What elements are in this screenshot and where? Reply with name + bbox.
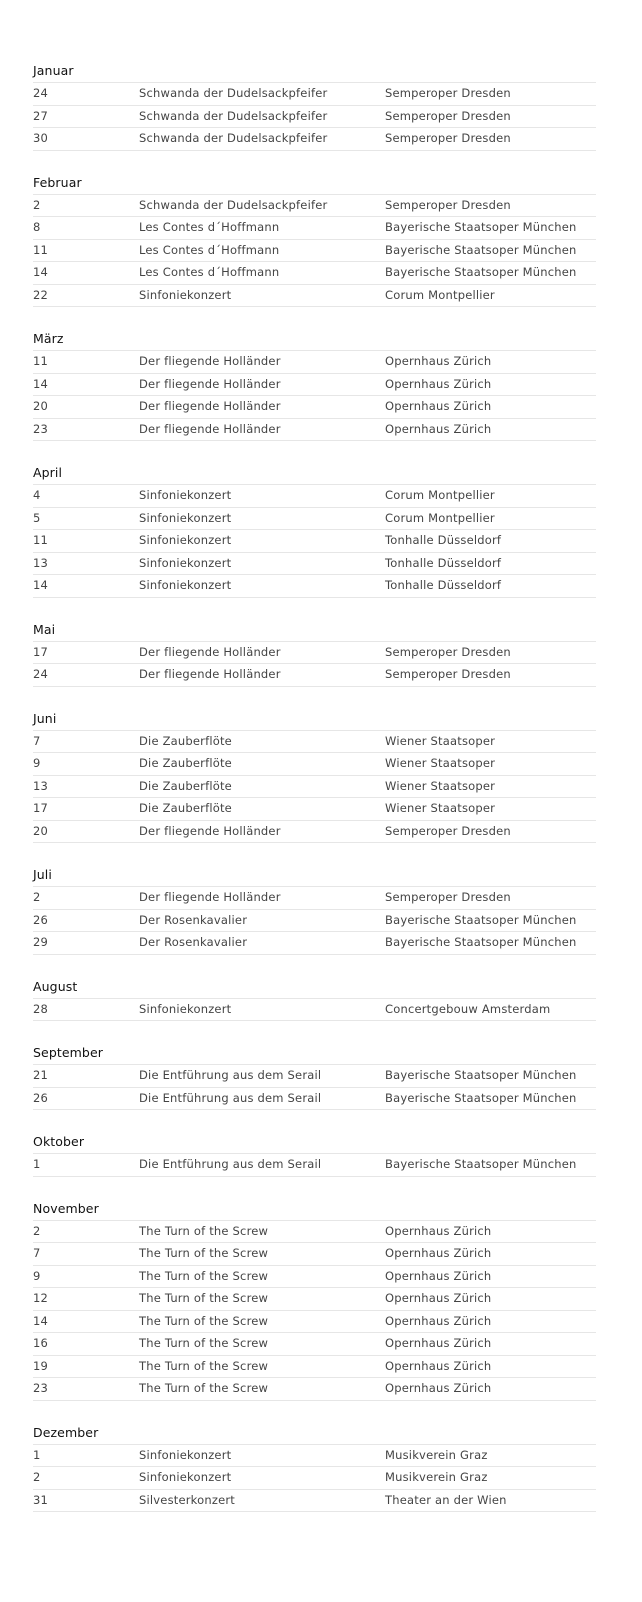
month-section — [33, 1042, 596, 1110]
event-work: Sinfoniekonzert — [139, 510, 232, 525]
month-title: September — [33, 1042, 596, 1065]
event-row — [33, 1065, 596, 1088]
event-day: 24 — [33, 86, 49, 100]
event-work: Die Zauberflöte — [139, 756, 232, 770]
month-section — [33, 462, 596, 598]
month-section — [33, 172, 596, 308]
event-row — [33, 776, 596, 799]
event-venue: Corum Montpellier — [385, 510, 495, 525]
event-row — [33, 351, 596, 374]
event-row — [33, 887, 596, 910]
event-work: Sinfoniekonzert — [139, 1001, 232, 1016]
event-row — [33, 910, 596, 933]
event-day: 17 — [33, 801, 49, 815]
event-day: 1 — [33, 1157, 41, 1171]
event-work: Die Entführung aus dem Serail — [139, 1068, 322, 1082]
event-venue: Semperoper Dresden — [385, 667, 511, 681]
event-row — [33, 932, 596, 955]
event-row — [33, 821, 596, 844]
event-work: Die Entführung aus dem Serail — [139, 1157, 322, 1171]
event-row — [33, 664, 596, 687]
month-section — [33, 60, 596, 151]
event-venue: Semperoper Dresden — [385, 823, 511, 838]
event-venue: Corum Montpellier — [385, 287, 495, 302]
month-section — [33, 864, 596, 955]
event-venue: Tonhalle Düsseldorf — [385, 555, 502, 570]
month-title: Juni — [33, 708, 596, 731]
month-section — [33, 1198, 596, 1401]
event-day: 14 — [33, 1313, 49, 1328]
month-title: Oktober — [33, 1131, 596, 1154]
event-venue: Opernhaus Zürich — [385, 1358, 492, 1373]
month-section — [33, 708, 596, 844]
event-work: Der Rosenkavalier — [139, 912, 248, 927]
event-venue: Opernhaus Zürich — [385, 399, 492, 413]
event-row — [33, 485, 596, 508]
event-venue: Opernhaus Zürich — [385, 1313, 492, 1328]
event-row — [33, 262, 596, 285]
event-venue: Wiener Staatsoper — [385, 801, 496, 815]
event-venue: Tonhalle Düsseldorf — [385, 578, 502, 592]
event-day: 7 — [33, 1246, 41, 1260]
event-row — [33, 798, 596, 821]
event-day: 27 — [33, 108, 49, 123]
event-venue: Wiener Staatsoper — [385, 756, 496, 770]
event-work: Sinfoniekonzert — [139, 533, 232, 547]
event-row — [33, 240, 596, 263]
event-venue: Tonhalle Düsseldorf — [385, 533, 502, 547]
event-day: 20 — [33, 399, 49, 413]
event-work: Der fliegende Holländer — [139, 644, 281, 659]
month-title: Januar — [33, 60, 596, 83]
month-title: Mai — [33, 619, 596, 642]
event-work: Sinfoniekonzert — [139, 488, 232, 502]
event-venue: Bayerische Staatsoper München — [385, 220, 577, 234]
event-work: The Turn of the Screw — [139, 1223, 269, 1238]
event-row — [33, 1333, 596, 1356]
event-venue: Semperoper Dresden — [385, 131, 511, 145]
event-day: 2 — [33, 890, 41, 904]
event-day: 2 — [33, 197, 41, 212]
event-venue: Bayerische Staatsoper München — [385, 1090, 577, 1105]
event-venue: Opernhaus Zürich — [385, 1381, 492, 1395]
month-section — [33, 1422, 596, 1513]
event-day: 28 — [33, 1001, 49, 1016]
event-work: Schwanda der Dudelsackpfeifer — [139, 86, 328, 100]
event-work: Sinfoniekonzert — [139, 287, 232, 302]
event-venue: Semperoper Dresden — [385, 197, 511, 212]
event-day: 14 — [33, 578, 49, 592]
event-work: The Turn of the Screw — [139, 1358, 269, 1373]
event-venue: Opernhaus Zürich — [385, 376, 492, 391]
month-title: November — [33, 1198, 596, 1221]
event-row — [33, 1311, 596, 1334]
event-day: 11 — [33, 354, 49, 368]
schedule-list — [33, 60, 596, 1533]
event-row — [33, 999, 596, 1022]
event-row — [33, 106, 596, 129]
event-row — [33, 642, 596, 665]
event-day: 16 — [33, 1336, 49, 1350]
event-row — [33, 195, 596, 218]
event-day: 14 — [33, 265, 49, 279]
event-venue: Musikverein Graz — [385, 1470, 488, 1484]
event-work: Sinfoniekonzert — [139, 1447, 232, 1462]
month-title: August — [33, 976, 596, 999]
event-work: Sinfoniekonzert — [139, 1470, 232, 1484]
event-venue: Bayerische Staatsoper München — [385, 265, 577, 279]
event-row — [33, 1467, 596, 1490]
month-title: Februar — [33, 172, 596, 195]
event-work: Der Rosenkavalier — [139, 935, 248, 949]
event-row — [33, 396, 596, 419]
event-venue: Bayerische Staatsoper München — [385, 1157, 577, 1171]
event-day: 1 — [33, 1447, 41, 1462]
event-work: Schwanda der Dudelsackpfeifer — [139, 131, 328, 145]
event-day: 17 — [33, 644, 49, 659]
event-day: 8 — [33, 220, 41, 234]
event-venue: Bayerische Staatsoper München — [385, 242, 577, 257]
month-section — [33, 619, 596, 687]
event-venue: Concertgebouw Amsterdam — [385, 1001, 551, 1016]
event-venue: Semperoper Dresden — [385, 108, 511, 123]
event-row — [33, 575, 596, 598]
event-day: 13 — [33, 778, 49, 793]
event-work: Les Contes d´Hoffmann — [139, 265, 280, 279]
event-day: 2 — [33, 1223, 41, 1238]
month-section — [33, 328, 596, 441]
event-row — [33, 285, 596, 308]
event-row — [33, 1088, 596, 1111]
month-title: April — [33, 462, 596, 485]
event-work: Silvesterkonzert — [139, 1492, 235, 1507]
event-venue: Semperoper Dresden — [385, 890, 511, 904]
event-work: Der fliegende Holländer — [139, 399, 281, 413]
event-work: Die Zauberflöte — [139, 733, 232, 748]
event-work: Der fliegende Holländer — [139, 421, 281, 436]
event-venue: Semperoper Dresden — [385, 86, 511, 100]
month-section — [33, 976, 596, 1022]
event-work: Les Contes d´Hoffmann — [139, 242, 280, 257]
event-venue: Opernhaus Zürich — [385, 354, 492, 368]
month-title: Dezember — [33, 1422, 596, 1445]
event-work: Der fliegende Holländer — [139, 823, 281, 838]
event-row — [33, 1154, 596, 1177]
event-day: 2 — [33, 1470, 41, 1484]
event-day: 23 — [33, 1381, 49, 1395]
month-section — [33, 1131, 596, 1177]
event-row — [33, 553, 596, 576]
event-day: 20 — [33, 823, 49, 838]
event-work: The Turn of the Screw — [139, 1291, 269, 1305]
event-venue: Bayerische Staatsoper München — [385, 912, 577, 927]
event-work: Schwanda der Dudelsackpfeifer — [139, 197, 328, 212]
event-day: 21 — [33, 1068, 49, 1082]
event-day: 29 — [33, 935, 49, 949]
event-work: The Turn of the Screw — [139, 1381, 269, 1395]
event-day: 23 — [33, 421, 49, 436]
event-day: 26 — [33, 1090, 49, 1105]
event-work: Die Zauberflöte — [139, 801, 232, 815]
event-row — [33, 419, 596, 442]
event-row — [33, 217, 596, 240]
event-work: Der fliegende Holländer — [139, 890, 281, 904]
event-row — [33, 128, 596, 151]
event-venue: Wiener Staatsoper — [385, 778, 496, 793]
month-title: Juli — [33, 864, 596, 887]
event-row — [33, 1266, 596, 1289]
event-row — [33, 1243, 596, 1266]
event-row — [33, 1288, 596, 1311]
event-work: Schwanda der Dudelsackpfeifer — [139, 108, 328, 123]
event-work: The Turn of the Screw — [139, 1336, 269, 1350]
event-day: 11 — [33, 533, 49, 547]
event-venue: Opernhaus Zürich — [385, 1291, 492, 1305]
event-day: 9 — [33, 756, 41, 770]
event-day: 7 — [33, 733, 41, 748]
event-work: The Turn of the Screw — [139, 1246, 269, 1260]
event-day: 13 — [33, 555, 49, 570]
event-day: 24 — [33, 667, 49, 681]
event-row — [33, 1445, 596, 1468]
event-day: 22 — [33, 287, 49, 302]
event-venue: Opernhaus Zürich — [385, 1223, 492, 1238]
event-day: 30 — [33, 131, 49, 145]
event-row — [33, 1378, 596, 1401]
event-venue: Opernhaus Zürich — [385, 1268, 492, 1283]
event-day: 11 — [33, 242, 49, 257]
event-work: Der fliegende Holländer — [139, 667, 281, 681]
event-row — [33, 508, 596, 531]
event-row — [33, 83, 596, 106]
event-day: 9 — [33, 1268, 41, 1283]
event-day: 4 — [33, 488, 41, 502]
event-work: Sinfoniekonzert — [139, 578, 232, 592]
event-venue: Musikverein Graz — [385, 1447, 488, 1462]
event-row — [33, 731, 596, 754]
event-row — [33, 753, 596, 776]
event-row — [33, 1490, 596, 1513]
event-venue: Opernhaus Zürich — [385, 421, 492, 436]
event-work: The Turn of the Screw — [139, 1313, 269, 1328]
event-venue: Wiener Staatsoper — [385, 733, 496, 748]
event-venue: Opernhaus Zürich — [385, 1336, 492, 1350]
event-day: 12 — [33, 1291, 49, 1305]
event-work: Les Contes d´Hoffmann — [139, 220, 280, 234]
event-venue: Corum Montpellier — [385, 488, 495, 502]
event-venue: Bayerische Staatsoper München — [385, 1068, 577, 1082]
event-day: 19 — [33, 1358, 49, 1373]
event-venue: Semperoper Dresden — [385, 644, 511, 659]
event-work: Die Entführung aus dem Serail — [139, 1090, 322, 1105]
event-day: 26 — [33, 912, 49, 927]
event-row — [33, 374, 596, 397]
event-row — [33, 1356, 596, 1379]
event-work: Sinfoniekonzert — [139, 555, 232, 570]
event-work: Der fliegende Holländer — [139, 354, 281, 368]
event-row — [33, 1221, 596, 1244]
event-day: 14 — [33, 376, 49, 391]
event-day: 5 — [33, 510, 41, 525]
event-venue: Bayerische Staatsoper München — [385, 935, 577, 949]
month-title: März — [33, 328, 596, 351]
event-row — [33, 530, 596, 553]
event-venue: Theater an der Wien — [385, 1492, 507, 1507]
event-venue: Opernhaus Zürich — [385, 1246, 492, 1260]
event-work: Die Zauberflöte — [139, 778, 232, 793]
event-work: Der fliegende Holländer — [139, 376, 281, 391]
event-work: The Turn of the Screw — [139, 1268, 269, 1283]
event-day: 31 — [33, 1492, 49, 1507]
